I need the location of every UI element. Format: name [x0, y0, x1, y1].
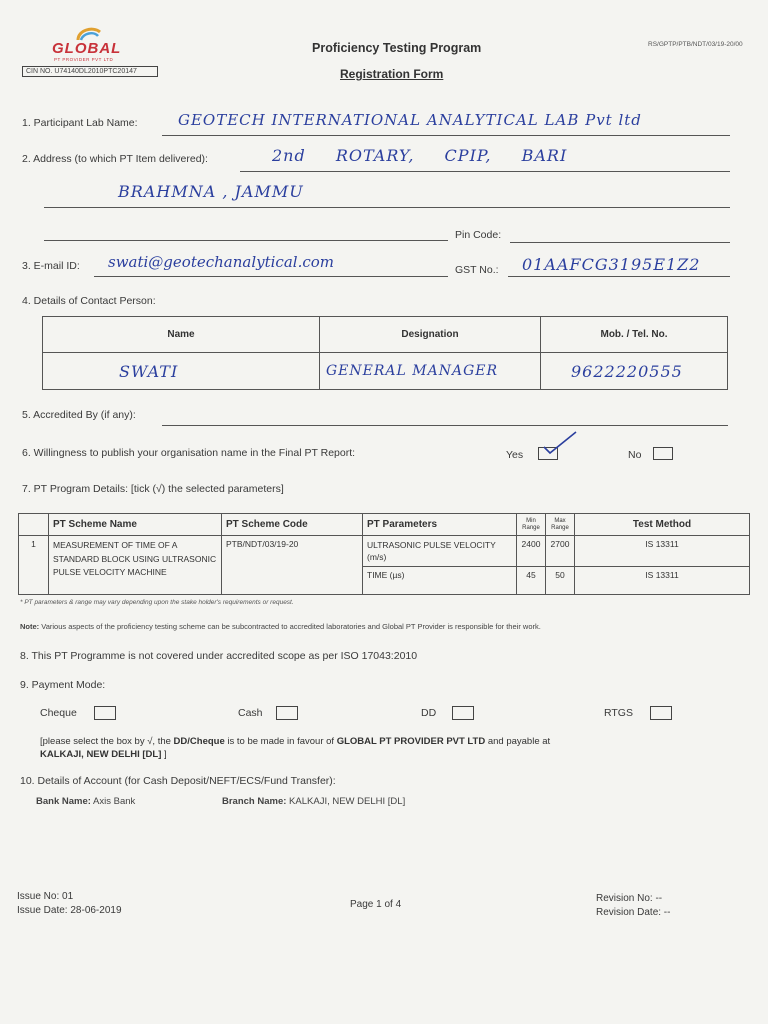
address-line-1 [240, 171, 730, 172]
accredited-by-line [162, 425, 728, 426]
logo-tagline: PT PROVIDER PVT LTD [54, 57, 114, 62]
contact-person-label: 4. Details of Contact Person: [22, 295, 156, 307]
company-logo [48, 24, 138, 64]
pt-param-row2: TIME (µs) [363, 567, 517, 595]
contact-mobile-value: 9622220555 [541, 353, 728, 390]
footer-revision-date: Revision Date: -- [596, 907, 671, 918]
pt-param-row1: ULTRASONIC PULSE VELOCITY (m/s) [363, 536, 517, 567]
pt-footnote: * PT parameters & range may vary depending upon the stake holder's requirements or request. [20, 599, 294, 606]
pt-header-min-range: Min Range [517, 514, 546, 536]
willingness-label: 6. Willingness to publish your organisation name in the Final PT Report: [22, 447, 356, 459]
note-label: Note: [20, 622, 40, 631]
payment-instr-part3: and payable at [485, 736, 551, 747]
payment-option-rtgs-label: RTGS [604, 707, 633, 719]
payment-instr-part2: is to be made in favour of [224, 736, 337, 747]
footer-page-number: Page 1 of 4 [350, 899, 402, 910]
payment-cash-checkbox[interactable] [276, 706, 298, 720]
contact-header-name: Name [43, 317, 320, 353]
payment-dd-checkbox[interactable] [452, 706, 474, 720]
form-subtitle: Registration Form [340, 67, 444, 81]
payment-instr-ddcheque: DD/Cheque [173, 736, 225, 747]
bank-name-label: Bank Name: [36, 796, 91, 807]
willingness-yes-label: Yes [506, 449, 524, 461]
contact-header-mobile: Mob. / Tel. No. [541, 317, 728, 353]
payment-option-cash-label: Cash [238, 707, 263, 719]
cin-number: CIN NO. U74140DL2010PTC20147 [22, 66, 158, 77]
footer-issue-no: Issue No: 01 [17, 891, 74, 902]
pt-header-parameters: PT Parameters [363, 514, 517, 536]
pt-header-scheme-name: PT Scheme Name [49, 514, 222, 536]
lab-name-label: 1. Participant Lab Name: [22, 117, 138, 129]
payment-option-cheque-label: Cheque [40, 707, 77, 719]
gst-line [508, 276, 730, 277]
payment-instr-payee: GLOBAL PT PROVIDER PVT LTD [336, 736, 486, 747]
pt-header-max-range: Max Range [546, 514, 575, 536]
item8-statement: 8. This PT Programme is not covered under accredited scope as per ISO 17043:2010 [20, 650, 418, 662]
pt-header-serial [19, 514, 49, 536]
payment-instructions [40, 735, 720, 761]
pin-code-line [510, 242, 730, 243]
bank-name [36, 796, 135, 807]
pt-min-row1: 2400 [517, 536, 546, 567]
payment-cheque-checkbox[interactable] [94, 706, 116, 720]
accredited-by-label: 5. Accredited By (if any): [22, 409, 136, 421]
branch-name-value: KALKAJI, NEW DELHI [DL] [286, 796, 406, 807]
contact-header-designation: Designation [320, 317, 541, 353]
payment-instr-location: KALKAJI, NEW DELHI [DL] [40, 749, 162, 760]
pt-details-label: 7. PT Program Details: [tick (√) the selected parameters] [22, 483, 284, 495]
contact-name-value: SWATI [43, 353, 320, 390]
email-line [94, 276, 448, 277]
form-title: Proficiency Testing Program [312, 41, 482, 55]
payment-instr-part1: [please select the box by √, the [40, 736, 174, 747]
contact-designation-value: GENERAL MANAGER [320, 353, 541, 390]
email-value: swati@geotechanalytical.com [108, 253, 334, 271]
footer-revision-no: Revision No: -- [596, 893, 663, 904]
account-details-label: 10. Details of Account (for Cash Deposit/NEFT/ECS/Fund Transfer): [20, 775, 336, 787]
payment-instr-part4: ] [161, 749, 167, 760]
address-value-line1: 2nd ROTARY, CPIP, BARI [272, 146, 568, 165]
pt-serial: 1 [19, 536, 49, 595]
address-line-2 [44, 207, 730, 208]
address-line-3 [44, 240, 448, 241]
footer-issue-date: Issue Date: 28-06-2019 [17, 905, 122, 916]
address-label: 2. Address (to which PT Item delivered): [22, 153, 208, 165]
pt-max-row2: 50 [546, 567, 575, 595]
note-body: Various aspects of the proficiency testing scheme can be subcontracted to accredited laboratories and Global PT Provider is responsible for their work. [39, 622, 541, 631]
branch-name-label: Branch Name: [222, 796, 287, 807]
contact-person-table [42, 316, 728, 390]
address-value-line2: BRAHMNA , JAMMU [118, 182, 304, 201]
bank-name-value: Axis Bank [90, 796, 136, 807]
pt-min-row2: 45 [517, 567, 546, 595]
email-label: 3. E-mail ID: [22, 260, 80, 272]
note-text [20, 622, 541, 631]
pt-method-row1: IS 13311 [575, 536, 750, 567]
pt-method-row2: IS 13311 [575, 567, 750, 595]
willingness-no-checkbox[interactable] [653, 447, 673, 460]
pt-header-test-method: Test Method [575, 514, 750, 536]
pt-scheme-name: MEASUREMENT OF TIME OF A STANDARD BLOCK USING ULTRASONIC PULSE VELOCITY MACHINE [49, 536, 222, 595]
lab-name-line [162, 135, 730, 136]
logo-text: GLOBAL [52, 40, 122, 57]
willingness-no-label: No [628, 449, 642, 461]
pt-header-scheme-code: PT Scheme Code [222, 514, 363, 536]
pt-max-row1: 2700 [546, 536, 575, 567]
pin-code-label: Pin Code: [455, 229, 502, 241]
lab-name-value: GEOTECH INTERNATIONAL ANALYTICAL LAB Pvt ltd [178, 111, 642, 129]
branch-name [222, 796, 405, 807]
gst-label: GST No.: [455, 264, 499, 276]
pt-program-table [18, 513, 750, 595]
pt-scheme-code: PTB/NDT/03/19-20 [222, 536, 363, 595]
gst-value: 01AAFCG3195E1Z2 [522, 255, 701, 274]
payment-option-dd-label: DD [421, 707, 437, 719]
payment-rtgs-checkbox[interactable] [650, 706, 672, 720]
payment-mode-label: 9. Payment Mode: [20, 679, 106, 691]
checkmark-icon [540, 429, 580, 457]
document-reference: RS/GPTP/PTB/NDT/03/19-20/00 [648, 41, 743, 48]
